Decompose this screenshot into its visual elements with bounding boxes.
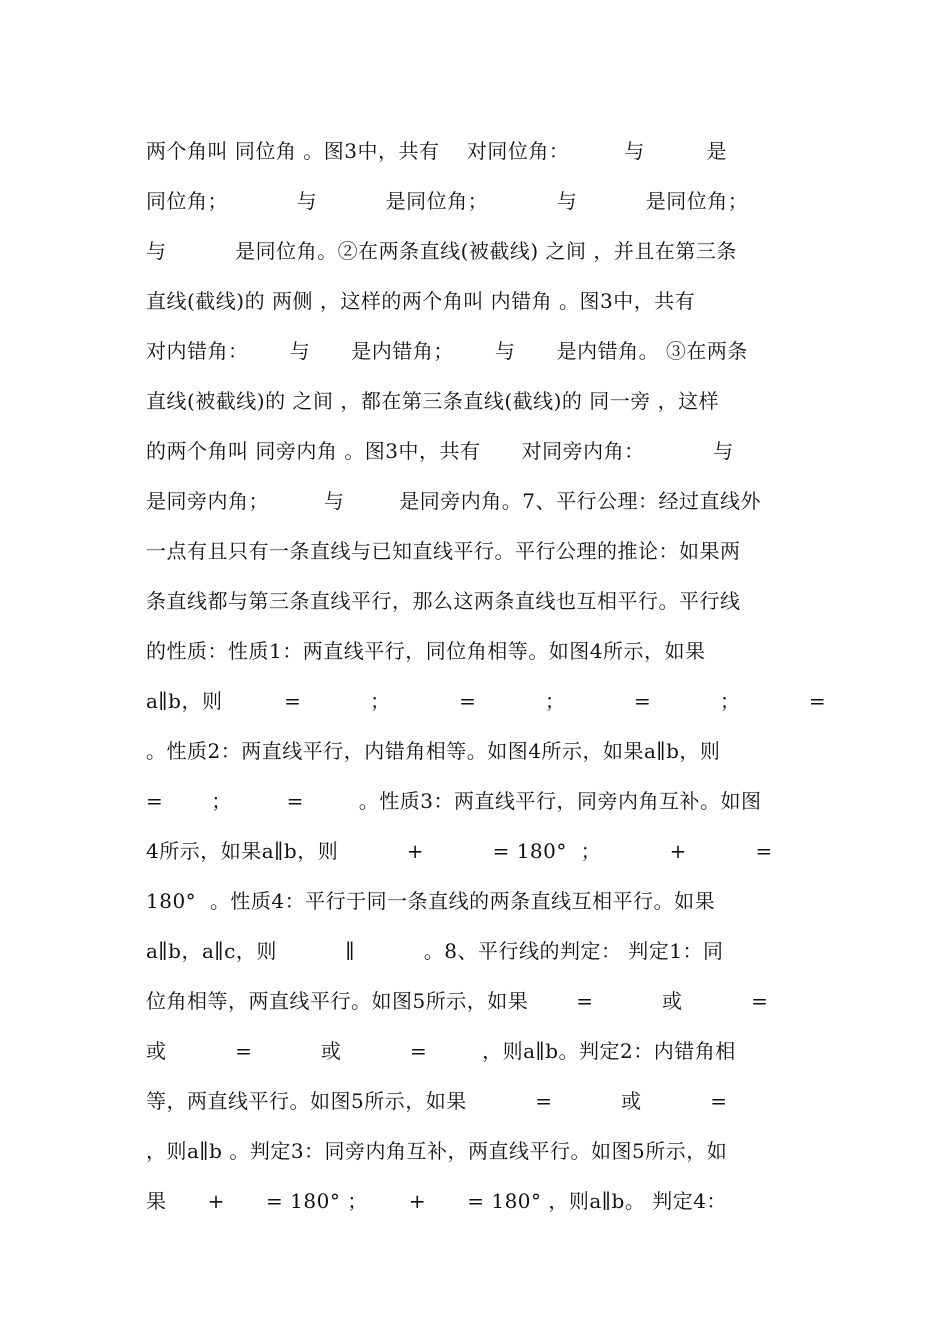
text-line-16: 180° 。性质4：平行于同一条直线的两条直线互相平行。如果 [146, 889, 716, 913]
text-line-5: 对内错角： 与 是内错角； 与 是内错角。 ③在两条 [146, 339, 748, 363]
text-line-9: 一点有且只有一条直线与已知直线平行。平行公理的推论：如果两 [146, 539, 741, 563]
text-line-11: 的性质：性质1：两直线平行，同位角相等。如图4所示，如果 [146, 639, 706, 663]
text-line-13: 。性质2：两直线平行，内错角相等。如图4所示，如果a∥b，则 [146, 739, 721, 763]
text-line-12: a∥b，则 = ； = ； = ； = [146, 689, 827, 713]
text-line-7: 的两个角叫 同旁内角 。图3中，共有 对同旁内角： 与 [146, 439, 734, 463]
text-line-20: 等，两直线平行。如图5所示，如果 = 或 = [146, 1089, 728, 1113]
text-line-15: 4所示，如果a∥b，则 + = 180° ； + = [146, 839, 773, 863]
text-line-1: 两个角叫 同位角 。图3中，共有 对同位角： 与 是 [146, 139, 727, 163]
text-line-2: 同位角； 与 是同位角； 与 是同位角； [146, 189, 749, 213]
text-line-18: 位角相等，两直线平行。如图5所示，如果 = 或 = [146, 989, 769, 1013]
text-line-19: 或 = 或 = ，则a∥b。判定2：内错角相 [146, 1039, 736, 1063]
text-line-21: ，则a∥b 。判定3：同旁内角互补，两直线平行。如图5所示，如 [146, 1139, 728, 1163]
text-line-17: a∥b，a∥c，则 ∥ 。8、平行线的判定： 判定1：同 [146, 939, 724, 963]
text-line-3: 与 是同位角。②在两条直线(被截线) 之间 ，并且在第三条 [146, 239, 737, 263]
text-line-4: 直线(截线)的 两侧 ，这样的两个角叫 内错角 。图3中，共有 [146, 289, 696, 313]
text-line-14: = ； = 。性质3：两直线平行，同旁内角互补。如图 [146, 789, 762, 813]
text-line-6: 直线(被截线)的 之间 ，都在第三条直线(截线)的 同一旁 ，这样 [146, 389, 720, 413]
text-line-8: 是同旁内角； 与 是同旁内角。7、平行公理：经过直线外 [146, 489, 761, 513]
text-line-22: 果 + = 180° ； + = 180° ，则a∥b。 判定4： [146, 1189, 727, 1213]
text-line-10: 条直线都与第三条直线平行，那么这两条直线也互相平行。平行线 [146, 589, 741, 613]
